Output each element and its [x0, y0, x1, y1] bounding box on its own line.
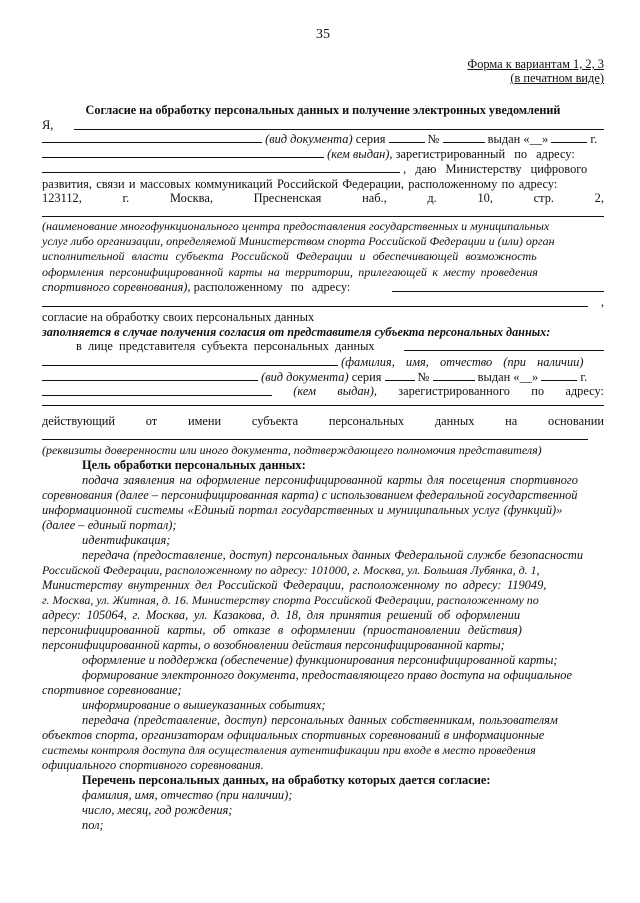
mfc-desc-3: исполнительной власти субъекта Российской Федерации и обеспечивающей возможность [42, 249, 537, 263]
rep-address-field-line [42, 405, 604, 406]
acting-word-7: основании [548, 414, 604, 428]
addr-word-0: 123112, [42, 191, 82, 205]
address-field [42, 161, 400, 173]
rep-doc-line [42, 369, 604, 384]
purpose-line-7: Министерству внутренних дел Российской Федерации, расположенному по адресу: 119049, [42, 578, 547, 592]
rep-reg-word-1: по [531, 384, 545, 398]
data-list-item-0: фамилия, имя, отчество (при наличии); [82, 788, 293, 802]
name-field-line [74, 129, 604, 130]
issued-label: выдан «__» [487, 132, 549, 146]
addr-word-4: наб., [362, 191, 387, 205]
acting-word-6: на [505, 414, 518, 428]
acting-word-0: действующий [42, 414, 116, 428]
rep-issued-label: выдан «__» [477, 370, 539, 384]
purpose-line-15: информирование о вышеуказанных событиях; [82, 698, 326, 712]
representative-header: заполняется в случае получения согласия от представителя субъекта персональных данных: [42, 325, 551, 339]
acting-word-3: субъекта [251, 414, 299, 428]
acting-word-2: имени [187, 414, 222, 428]
comma-line [42, 295, 604, 309]
mfc-desc-5b: расположенному по адресу: [193, 280, 351, 294]
document-title: Согласие на обработку персональных данных и получение электронных уведомлений [85, 103, 561, 117]
rep-name-field-line [404, 350, 604, 351]
comma: , [600, 295, 604, 309]
ya-label: Я, [42, 118, 54, 132]
purpose-line-17: объектов спорта, организаторам официальных спортивных соревнований в информационные [42, 728, 545, 742]
data-list-header: Перечень персональных данных, на обработку которых дается согласие: [82, 773, 491, 787]
addr-word-3: Пресненская [253, 191, 322, 205]
consent-line-issuer [42, 146, 604, 161]
form-reference-text: Форма к вариантам 1, 2, 3 [467, 57, 604, 71]
number-field [443, 131, 485, 143]
addr-word-6: 10, [477, 191, 493, 205]
purpose-line-8: г. Москва, ул. Житная, д. 16. Министерству спорта Российской Федерации, расположенному по [42, 593, 539, 607]
mfc-desc-2: услуг либо организации, определяемой Министерством спорта Российской Федерации и (или) орган [42, 234, 555, 248]
kem-vydan-label: (кем выдан), [327, 147, 393, 161]
purpose-line-10: персонифицированной карты, об отказе в оформлении (приостановлении действия) [42, 623, 522, 637]
year-label: г. [590, 132, 598, 146]
purpose-header: Цель обработки персональных данных: [82, 458, 306, 472]
purpose-line-2: информационной системы «Единый портал государственных и муниципальных услуг (функций)» [42, 503, 563, 517]
purpose-line-11: персонифицированной карты, о возобновлении действия персонифицированной карты; [42, 638, 505, 652]
ministry-address-line [42, 191, 604, 205]
issuer-field [42, 146, 324, 158]
rep-year-label: г. [580, 370, 588, 384]
acting-word-1: от [145, 414, 158, 428]
mfc-desc-1: (наименование многофункционального центра предоставления государственных и муниципальных [42, 219, 550, 233]
acting-word-5: данных [434, 414, 475, 428]
rep-issuer-field [42, 384, 272, 396]
purpose-line-18: системы контроля доступа для осуществления аутентификации при входе в место проведения [42, 743, 536, 757]
agree-own-line: согласие на обработку своих персональных данных [42, 310, 315, 324]
purpose-line-3: (далее – единый портал); [42, 518, 177, 532]
addr-word-1: г. [122, 191, 130, 205]
doc-type-field [42, 131, 262, 143]
number-label: № [427, 132, 440, 146]
rep-series-label: серия [351, 370, 382, 384]
mfc-desc-4: оформления персонифицированной карты на территории, прилегающей к месту проведения [42, 265, 538, 279]
rep-fio-field [42, 354, 338, 366]
purpose-line-5: передача (предоставление, доступ) персональных данных Федеральной службе безопасности [82, 548, 584, 562]
purpose-line-0: подача заявления на оформление персонифицированной карты для посещения спортивного [82, 473, 578, 487]
rep-number-label: № [417, 370, 430, 384]
form-reference-line1 [42, 57, 604, 71]
mfc-desc-5a: спортивного соревнования), [42, 280, 191, 294]
rep-kem-word-0: (кем [293, 384, 317, 398]
purpose-line-9: адресу: 105064, г. Москва, ул. Казакова, д. 18, для принятия решений об оформлении [42, 608, 521, 622]
rep-acting-line [42, 414, 604, 428]
purpose-line-4: идентификация; [82, 533, 171, 547]
purpose-line-6: Российской Федерации, расположенному по адресу: 101000, г. Москва, ул. Большая Лубянка, д. 1, [42, 563, 540, 577]
purpose-line-14: спортивное соревнование; [42, 683, 182, 697]
addr-word-7: стр. [533, 191, 554, 205]
rep-in-person: в лице представителя субъекта персональных данных [76, 339, 375, 353]
purpose-line-13: формирование электронного документа, предоставляющего право доступа на официальное [82, 668, 572, 682]
addr-word-5: д. [427, 191, 437, 205]
rep-doc-type-label: (вид документа) [261, 370, 349, 384]
doc-type-label: (вид документа) [265, 132, 353, 146]
consent-line-doc [42, 131, 604, 146]
series-label: серия [355, 132, 386, 146]
acting-word-4: персональных [328, 414, 405, 428]
rep-fio-line [42, 354, 604, 369]
rep-issuer-line [42, 384, 604, 398]
purpose-line-12: оформление и поддержка (обеспечение) функционирования персонифицированной карты; [82, 653, 558, 667]
form-reference-print: (в печатном виде) [510, 71, 604, 85]
purpose-line-19: официального спортивного соревнования. [42, 758, 264, 772]
mfc-address-field-line [392, 291, 604, 292]
rep-kem-word-1: выдан), [337, 384, 377, 398]
rep-series-field [385, 369, 415, 381]
form-reference-line2 [42, 71, 604, 85]
ministry-line: развития, связи и массовых коммуникаций Российской Федерации, расположенному по адресу: [42, 177, 558, 191]
purpose-line-1: соревнования (далее – персонифицированная карта) с использованием федеральной государственной [42, 488, 578, 502]
data-list-item-1: число, месяц, год рождения; [82, 803, 233, 817]
rep-fio-label: (фамилия, имя, отчество (при наличии) [341, 355, 584, 369]
data-list-item-2: пол; [82, 818, 104, 832]
addr-word-8: 2, [594, 191, 604, 205]
issued-date-field [551, 131, 587, 143]
rep-basis-field-line [42, 439, 588, 440]
series-field [389, 131, 425, 143]
rep-number-field [433, 369, 475, 381]
mfc-field-line [42, 216, 604, 217]
rep-reg-word-2: адресу: [565, 384, 604, 398]
give-to-label: , даю Министерству цифрового [403, 162, 588, 176]
rep-requisites: (реквизиты доверенности или иного документа, подтверждающего полномочия представителя) [42, 443, 542, 457]
purpose-line-16: передача (представление, доступ) персональных данных собственникам, пользователям [82, 713, 558, 727]
rep-reg-word-0: зарегистрированного [398, 384, 510, 398]
page-number: 35 [316, 27, 330, 42]
registered-label: зарегистрированный по адресу: [395, 147, 575, 161]
addr-word-2: Москва, [169, 191, 213, 205]
rep-issued-field [541, 369, 577, 381]
rep-doc-field [42, 369, 258, 381]
consent-line-address [42, 161, 604, 176]
